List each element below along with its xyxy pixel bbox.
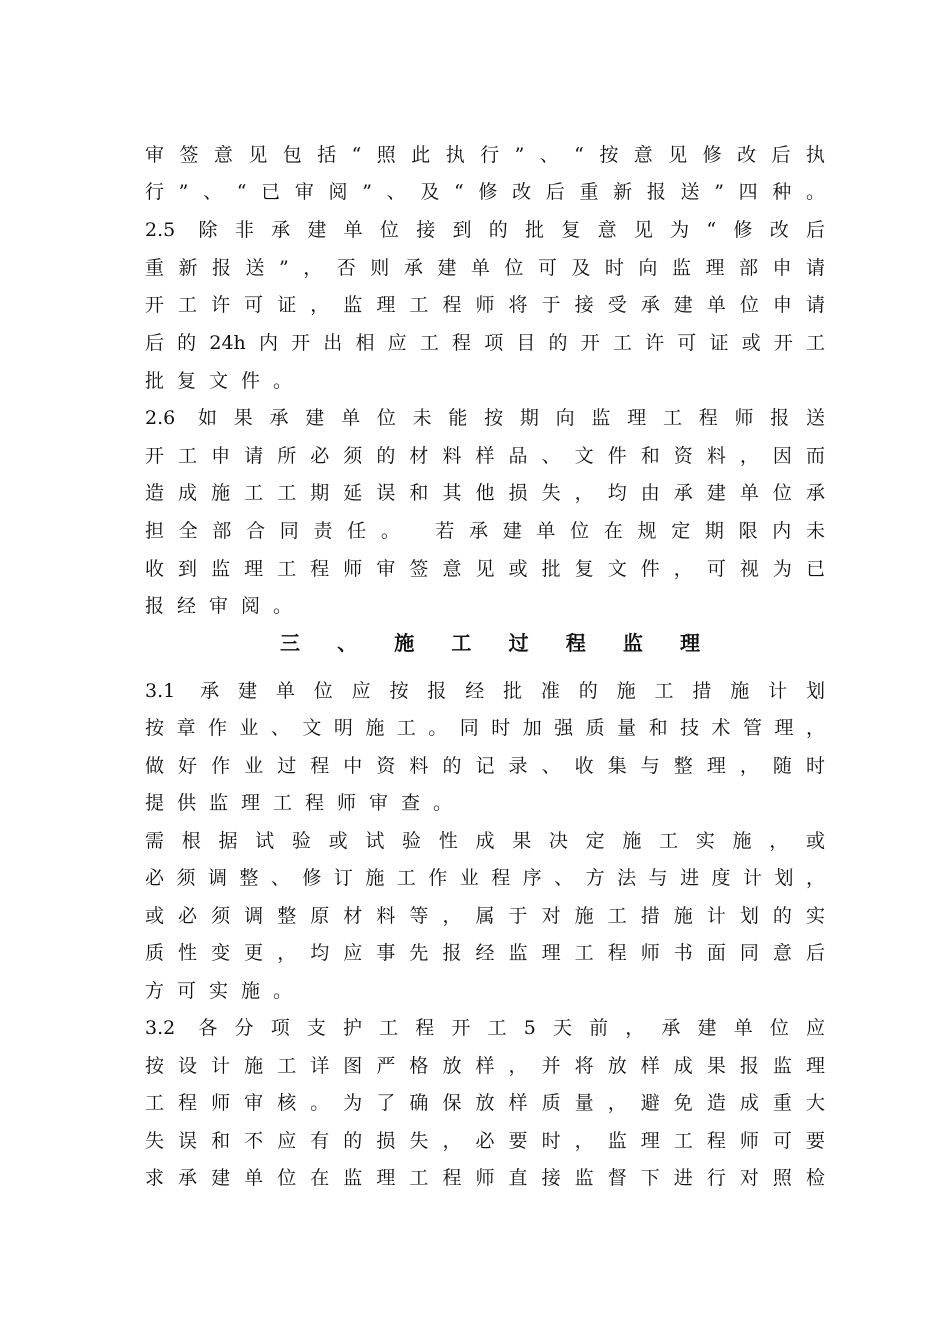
- text-line: 方可实施。: [145, 980, 306, 1002]
- text-line: 造成施工工期延误和其他损失，均由承建单位承: [145, 482, 825, 504]
- text-line: 按设计施工详图严格放样，并将放样成果报监理: [145, 1055, 825, 1077]
- text-line: 收到监理工程师审签意见或批复文件，可视为已: [145, 558, 825, 580]
- text-line: 工程师审核。为了确保放样质量，避免造成重大: [145, 1092, 825, 1114]
- text-line: 担全部合同责任。 若承建单位在规定期限内未: [145, 520, 825, 542]
- text-line: 行”、“已审阅”、及“修改后重新报送”四种。: [145, 181, 825, 203]
- text-line: 必须调整、修订施工作业程序、方法与进度计划，: [145, 867, 825, 889]
- text-line: 报经审阅。: [145, 595, 306, 617]
- text-line: 2.6 如果承建单位未能按期向监理工程师报送: [145, 407, 825, 429]
- text-line: 重新报送”，否则承建单位可及时向监理部申请: [145, 257, 825, 279]
- text-line: 需根据试验或试验性成果决定施工实施，或: [145, 830, 825, 852]
- text-line: 失误和不应有的损失，必要时，监理工程师可要: [145, 1130, 825, 1152]
- text-line: 提供监理工程师审查。: [145, 792, 466, 814]
- text-line: 审签意见包括“照此执行”、“按意见修改后执: [145, 144, 825, 166]
- text-line: 3.2 各分项支护工程开工5天前，承建单位应: [145, 1017, 825, 1039]
- text-line: 质性变更，均应事先报经监理工程师书面同意后: [145, 942, 825, 964]
- text-line: 3.1 承建单位应按报经批准的施工措施计划: [145, 680, 825, 702]
- text-line: 按章作业、文明施工。同时加强质量和技术管理，: [145, 717, 825, 739]
- section-heading: 三、施工过程监理: [280, 631, 700, 655]
- text-line: 或必须调整原材料等，属于对施工措施计划的实: [145, 905, 825, 927]
- text-line: 做好作业过程中资料的记录、收集与整理，随时: [145, 755, 825, 777]
- text-line: 求承建单位在监理工程师直接监督下进行对照检: [145, 1167, 825, 1189]
- text-line: 开工申请所必须的材料样品、文件和资料，因而: [145, 445, 825, 467]
- text-line: 开工许可证，监理工程师将于接受承建单位申请: [145, 294, 825, 316]
- text-line: 后的24h内开出相应工程项目的开工许可证或开工: [145, 332, 825, 354]
- text-line: 批复文件。: [145, 370, 306, 392]
- text-line: 2.5 除非承建单位接到的批复意见为“修改后: [145, 219, 825, 241]
